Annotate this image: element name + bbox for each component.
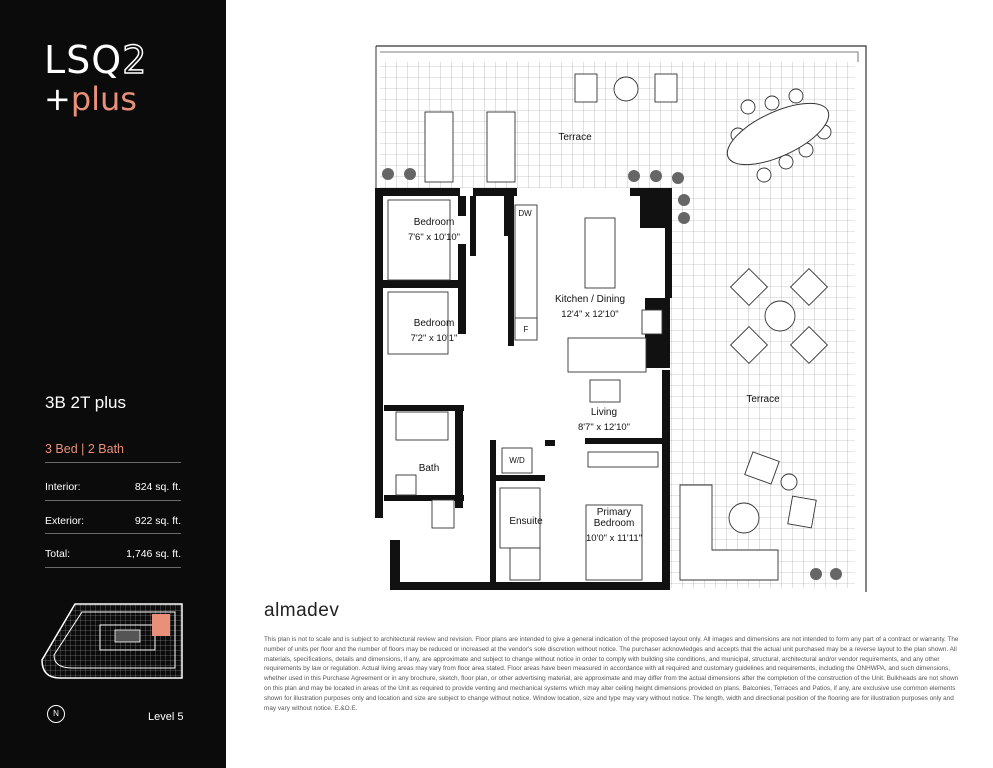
washer-dryer-label: W/D xyxy=(509,456,525,465)
lounger xyxy=(425,112,453,182)
terrace-right-label: Terrace xyxy=(746,394,780,405)
bedroom-3-dims: 7'2" x 10'1" xyxy=(410,333,458,344)
divider xyxy=(45,533,181,534)
living-dims: 8'7" x 12'10" xyxy=(577,422,631,433)
kitchen-dining-dims: 12'4" x 12'10" xyxy=(561,309,619,320)
bedroom-3-label: Bedroom xyxy=(413,318,455,329)
primary-bedroom-label-1: Primary xyxy=(596,507,632,518)
north-arrow-icon: N xyxy=(47,705,65,723)
level-label: Level 5 xyxy=(148,711,184,723)
info-sidebar xyxy=(0,0,226,768)
unit-name: 3B 2T plus xyxy=(45,393,126,412)
area-label: Total: xyxy=(45,548,71,560)
ensuite-label: Ensuite xyxy=(509,516,543,527)
primary-bedroom-dims: 10'0" x 11'11" xyxy=(586,533,642,544)
kitchen-dining-label: Kitchen / Dining xyxy=(554,294,626,305)
lounger xyxy=(487,112,515,182)
divider xyxy=(45,500,181,501)
developer-logo: almadev xyxy=(264,600,340,621)
exterior-area-row xyxy=(45,515,181,527)
area-value: 824 sq. ft. xyxy=(134,481,181,493)
divider xyxy=(45,462,181,463)
dishwasher-label: DW xyxy=(518,209,532,218)
bath-label: Bath xyxy=(418,463,440,474)
fridge-label: F xyxy=(523,325,529,334)
bed-bath-summary: 3 Bed | 2 Bath xyxy=(45,442,124,456)
area-value: 1,746 sq. ft. xyxy=(126,548,181,560)
key-plan xyxy=(40,600,185,680)
unit-highlight xyxy=(152,614,170,636)
area-label: Interior: xyxy=(45,481,81,493)
terrace-top-label: Terrace xyxy=(558,132,592,143)
brand-logo xyxy=(44,38,147,82)
brand-plus xyxy=(44,80,137,118)
bedroom-2-dims: 7'6" x 10'10" xyxy=(407,232,461,243)
plus-text: plus xyxy=(70,80,137,118)
divider xyxy=(45,567,181,568)
bedroom-2-label: Bedroom xyxy=(413,217,455,228)
area-value: 922 sq. ft. xyxy=(134,515,181,527)
brand-2: 2 xyxy=(122,38,148,82)
plus-symbol: + xyxy=(44,80,71,118)
total-area-row xyxy=(45,548,181,560)
area-label: Exterior: xyxy=(45,515,85,527)
floor-plan xyxy=(370,40,875,600)
primary-bedroom-label-2: Bedroom xyxy=(593,518,635,529)
disclaimer-text: This plan is not to scale and is subject to architectural review and revision. Floor plans are intended to give a general indication of the proposed layout only. All images and dimensions are not intended to form any part of a contract or warranty. The number of units per floor and the number of floors may be reduced or increased at the vendor's sole discretion without notice. The purchaser acknowledges and accepts that the actual unit purchased may be a reverse layout to the plan shown. All materials, specifications, details and dimensions, if any, are approximate and subject to change without notice in order to comply with building site conditions, and municipal, structural, architectural and/or vendor requirements, and any other requirements by law or regulation. Actual living areas may vary from floor area stated. Floor areas have been measured in accordance with all required and customary guidelines and requirements, including the ONHWPA, and such dimensions, whether used in this Purchase Agreement or in any brochure, sketch, floor plan, or other advertising material, are approximate and may differ from the actual dimensions after the completion of the construction of the Unit. Bulkheads are not shown on this plan and may be located in areas of the Unit as required to provide venting and mechanical systems which may alter ceiling height dimensions provided on plans. Balconies, Terraces and Patios, if any, are exclusive use common elements shown for illustration purposes only and location and size are subject to change without notice. Window location, size and type may vary without notice. The length, width and directional position of the flooring are for illustration purposes only and may vary without notice. E.&O.E. xyxy=(264,636,959,712)
interior-area-row xyxy=(45,481,181,493)
brand-lsq: LSQ xyxy=(44,38,123,82)
living-label: Living xyxy=(590,407,618,418)
